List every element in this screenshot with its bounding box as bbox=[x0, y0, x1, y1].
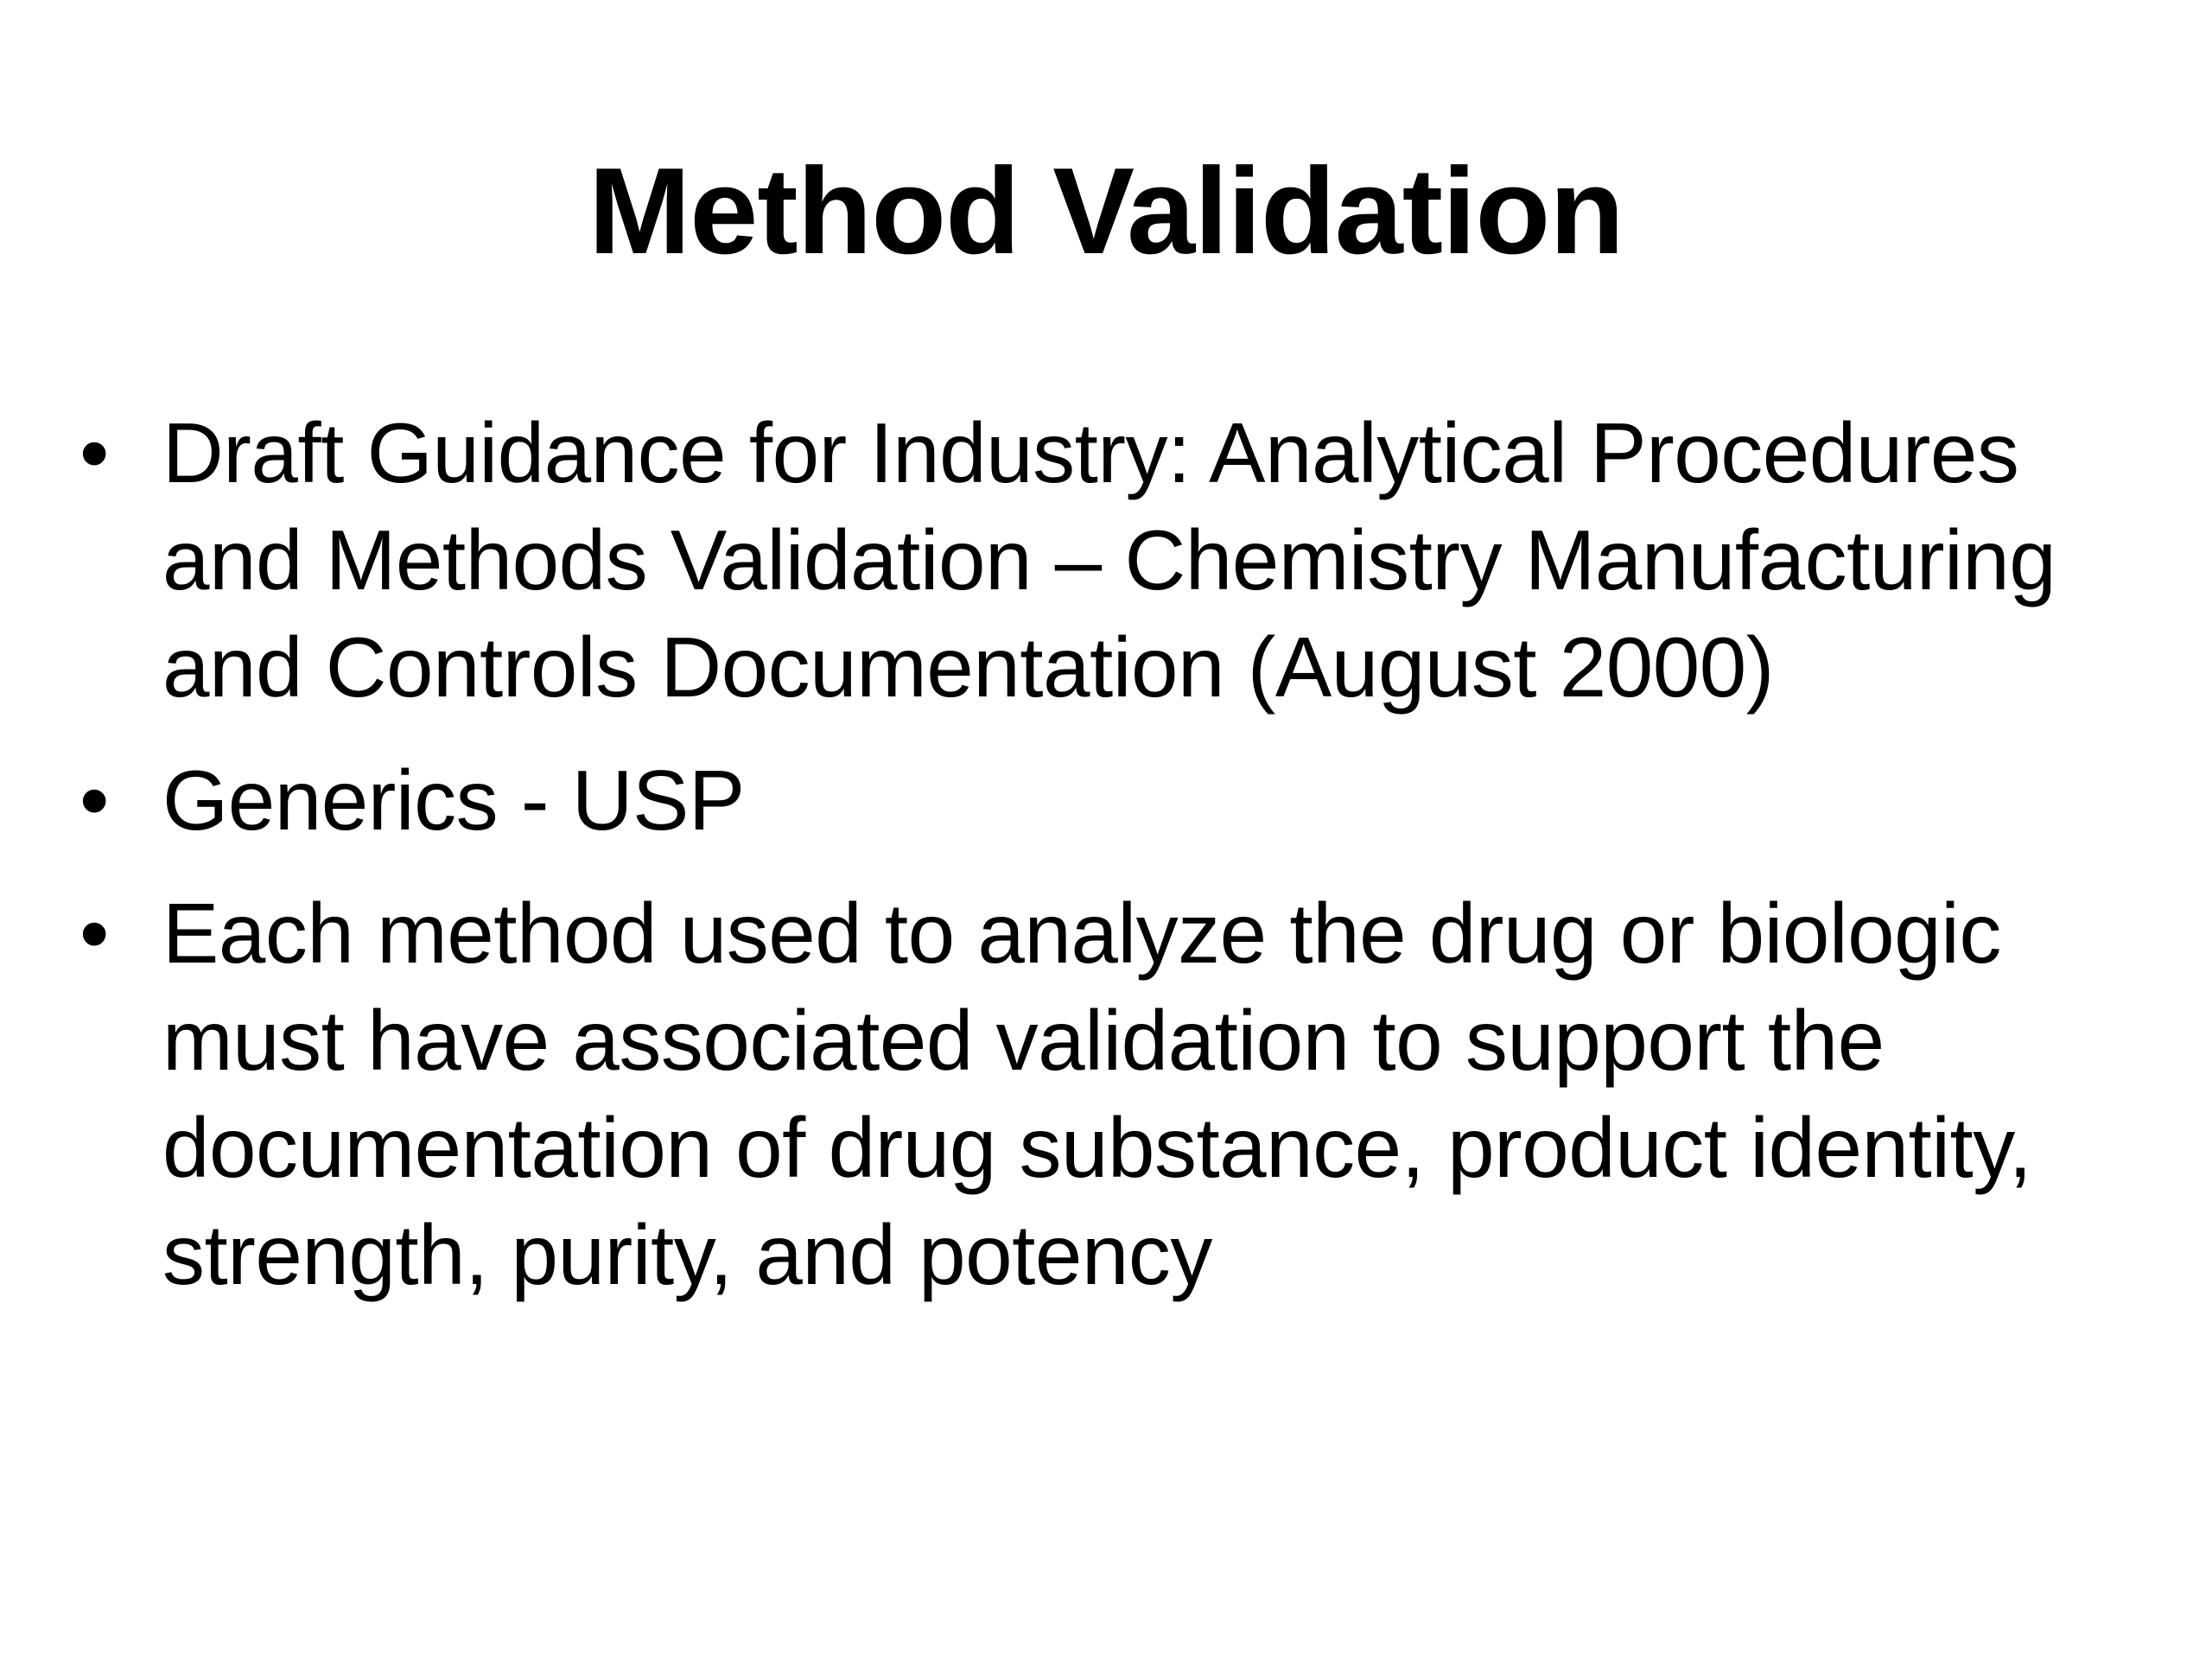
bullet-list bbox=[69, 399, 2177, 1334]
bullet-item bbox=[69, 880, 2177, 1308]
bullet-icon: • bbox=[79, 886, 109, 981]
bullet-item bbox=[69, 747, 2177, 854]
bullet-icon: • bbox=[79, 405, 109, 500]
bullet-item bbox=[69, 399, 2177, 721]
bullet-text: Generics - USP bbox=[162, 753, 745, 848]
bullet-text: Each method used to analyze the drug or biologic must have associated validation to support the documentation of drug substance, product identity, strength, purity, and potency bbox=[162, 886, 2032, 1302]
bullet-icon: • bbox=[79, 753, 109, 848]
slide-title: Method Validation bbox=[588, 143, 1624, 280]
bullet-text: Draft Guidance for Industry: Analytical Procedures and Methods Validation – Chemistry Manufacturing and Controls Documentation (August 2000) bbox=[162, 405, 2056, 715]
